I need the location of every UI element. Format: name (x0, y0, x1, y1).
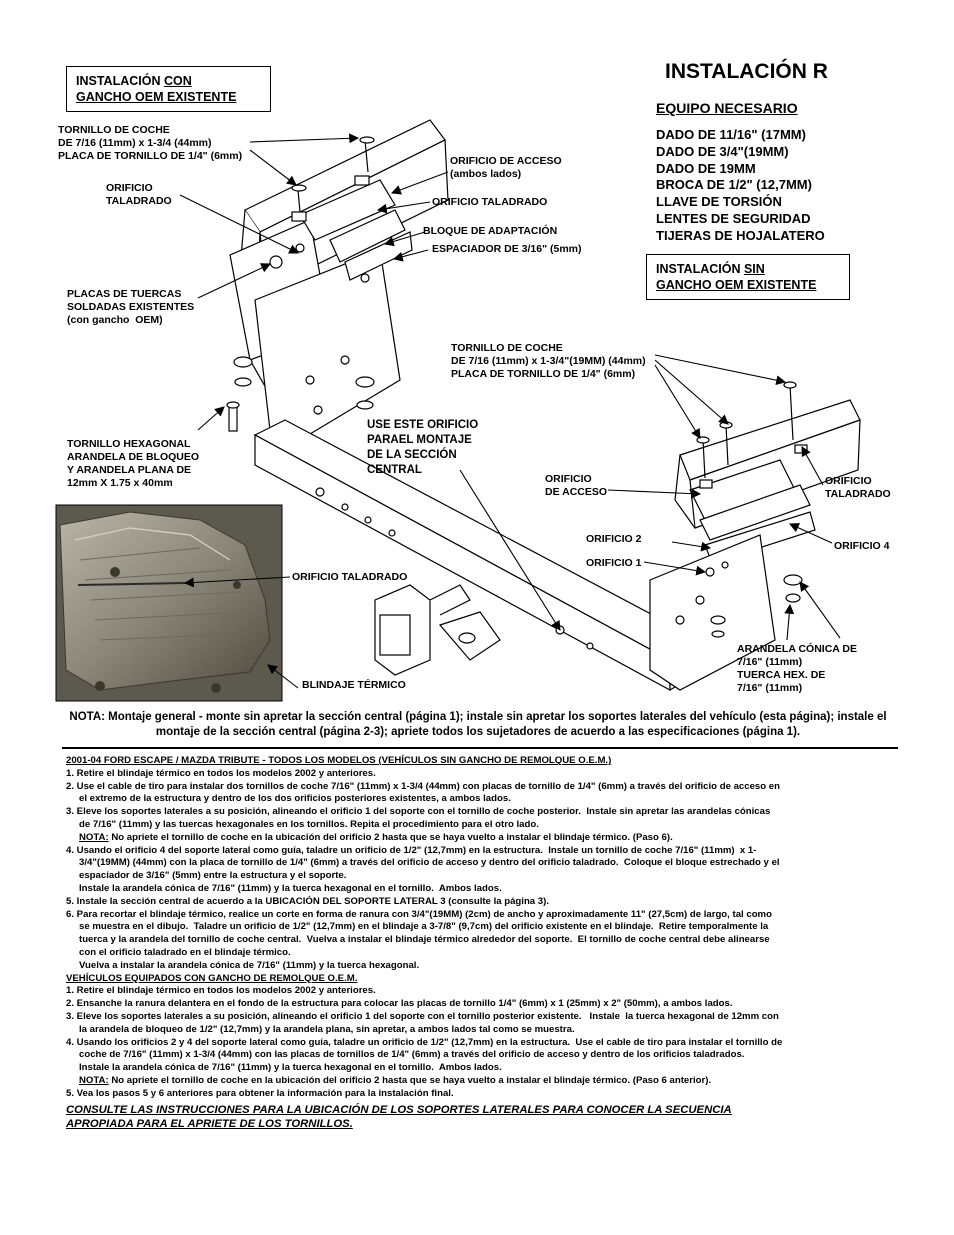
box-con-keyword: CON (163, 74, 192, 88)
box-con-line2: GANCHO OEM EXISTENTE (76, 90, 237, 104)
label-conical-washer: ARANDELA CÓNICA DE 7/16" (11mm) TUERCA HEX. DE 7/16" (11mm) (737, 643, 857, 694)
instructions (66, 755, 896, 1131)
label-drilled-hole-left-2: ORIFICIO TALADRADO (432, 196, 548, 208)
step-cont: con el orificio taladrado en el blindaje térmico. (79, 946, 291, 958)
box-con-line1: INSTALACIÓN (76, 74, 164, 88)
step-cont: se muestra en el dibujo. Taladre un orificio de 1/2" (12,7mm) en el blindaje a 3-7/8" (9,7cm) del orificio existente en el blindaje. Retire temporalmente la (79, 921, 769, 933)
note-text: No apriete el tornillo de coche en la ubicación del orificio 2 hasta que se haya vuelto a instalar el blindaje térmico. (Paso 6 anterior). (108, 1074, 712, 1086)
label-access-hole-right: ORIFICIO DE ACCESO (545, 473, 608, 498)
step: 4. Usando el orificio 4 del soporte lateral como guía, taladre un orificio de 1/2" (12,7mm) en la estructura. Instale un tornillo de coche 7/16" (11mm) x 1- (66, 844, 757, 856)
equipment-list (656, 127, 825, 245)
step: 5. Vea los pasos 5 y 6 anteriores para obtener la información para la instalación final. (66, 1087, 454, 1099)
note-label: NOTA: (79, 1074, 109, 1086)
step-cont: Instale la arandela cónica de 7/16" (11mm) y la tuerca hexagonal en el tornillo. Ambos lados. (79, 882, 502, 894)
equipment-item: DADO DE 3/4"(19MM) (656, 143, 789, 159)
step: 3. Eleve los soportes laterales a su posición, alineando el orificio 1 del soporte con el tornillo posterior existente. Instale la tuerca hexagonal de 12mm con (66, 1010, 779, 1022)
installation-without-oem-hitch-box (646, 254, 850, 300)
equipment-item: TIJERAS DE HOJALATERO (656, 227, 825, 243)
label-hole-2: ORIFICIO 2 (586, 533, 642, 545)
equipment-item: BROCA DE 1/2" (12,7MM) (656, 177, 812, 193)
step: 5. Instale la sección central de acuerdo a la UBICACIÓN DEL SOPORTE LATERAL 3 (consulte la página 3). (66, 895, 550, 907)
box-sin-line2: GANCHO OEM EXISTENTE (656, 278, 817, 292)
step-cont: Instale la arandela cónica de 7/16" (11mm) y la tuerca hexagonal en el tornillo. Ambos lados. (79, 1062, 502, 1074)
label-drilled-hole-photo: ORIFICIO TALADRADO (292, 571, 408, 583)
note-label: NOTA: (79, 831, 109, 843)
closing-instruction: CONSULTE LAS INSTRUCCIONES PARA LA UBICACIÓN DE LOS SOPORTES LATERALES PARA CONOCER LA SECUENCIA (66, 1103, 732, 1116)
step: 2. Use el cable de tiro para instalar dos tornillos de coche 7/16" (11mm) x 1-3/4 (44mm) con placas de tornillo de 1/4" (6mm) a través del orificio de acceso en (66, 780, 780, 792)
box-sin-line1: INSTALACIÓN (656, 262, 744, 276)
closing-instruction: APROPIADA PARA EL APRIETE DE LOS TORNILLOS. (66, 1117, 353, 1130)
label-hex-bolt: TORNILLO HEXAGONAL ARANDELA DE BLOQUEO Y ARANDELA PLANA DE 12mm X 1.75 x 40mm (67, 438, 200, 489)
installation-with-oem-hitch-box (66, 66, 271, 112)
label-weld-nut-plates: PLACAS DE TUERCAS SOLDADAS EXISTENTES (con gancho OEM) (67, 288, 195, 326)
label-hole-4: ORIFICIO 4 (834, 540, 890, 552)
step-cont: coche de 7/16" (11mm) x 1-3/4 (44mm) con las placas de tornillos de 1/4" (6mm) a través del orificio de acceso y dentro de los orificios taladrados. (79, 1049, 745, 1061)
step-cont: la arandela de bloqueo de 1/2" (12,7mm) y la arandela plana, sin apretar, a ambos lados tal como se muestra. (79, 1023, 575, 1035)
equipment-item: DADO DE 11/16" (17MM) (656, 127, 806, 142)
divider (62, 747, 898, 749)
equipment-item: LENTES DE SEGURIDAD (656, 210, 811, 226)
section-heading: VEHÍCULOS EQUIPADOS CON GANCHO DE REMOLQUE O.E.M. (66, 972, 358, 984)
label-adapter-block: BLOQUE DE ADAPTACIÓN (423, 225, 558, 237)
equipment-item: LLAVE DE TORSIÓN (656, 194, 782, 210)
step: 1. Retire el blindaje térmico en todos los modelos 2002 y anteriores. (66, 767, 376, 779)
label-carriage-bolt-left: TORNILLO DE COCHE DE 7/16 (11mm) x 1-3/4 (44mm) PLACA DE TORNILLO DE 1/4" (6mm) (58, 124, 243, 162)
step-cont: el extremo de la estructura y dentro de los dos orificios posteriores existentes, a ambos lados. (79, 793, 511, 805)
equipment-item: DADO DE 19MM (656, 160, 756, 176)
heat-shield-photo (56, 505, 282, 701)
label-spacer: ESPACIADOR DE 3/16" (5mm) (432, 243, 582, 255)
step-cont: tuerca y la arandela del tornillo de coche central. Vuelva a instalar el blindaje térmico alrededor del soporte. El tornillo de coche central debe alinearse (79, 934, 770, 946)
equipment-heading: EQUIPO NECESARIO (656, 100, 798, 116)
step-cont: de 7/16" (11mm) y las tuercas hexagonales en los tornillos. Repita el procedimiento para el otro lado. (79, 818, 539, 830)
label-drilled-hole-left: ORIFICIO TALADRADO (106, 182, 172, 207)
note-text: No apriete el tornillo de coche en la ubicación del orificio 2 hasta que se haya vuelto a instalar el blindaje térmico. (Paso 6). (108, 831, 673, 843)
step-cont: espaciador de 3/16" (5mm) entre la estructura y el soporte. (79, 870, 347, 882)
label-hole-1: ORIFICIO 1 (586, 557, 642, 569)
page-title: INSTALACIÓN R (665, 60, 828, 83)
box-sin-keyword: SIN (743, 262, 765, 276)
step-cont: 3/4"(19MM) (44mm) con la placa de tornillo de 1/4" (6mm) a través del orificio de acceso y dentro del orificio taladrado. Coloque el bloque estrechado y el (79, 857, 780, 869)
label-drilled-hole-right: ORIFICIO TALADRADO (825, 475, 891, 500)
step: 6. Para recortar el blindaje térmico, realice un corte en forma de ranura con 3/4"(19MM) (2cm) de ancho y aproximadamente 11" (27,5cm) de largo, tal como (66, 908, 772, 920)
label-carriage-bolt-right: TORNILLO DE COCHE DE 7/16 (11mm) x 1-3/4"(19MM) (44mm) PLACA DE TORNILLO DE 1/4" (6mm) (451, 342, 646, 380)
label-access-hole-left: ORIFICIO DE ACCESO (ambos lados) (450, 155, 562, 180)
step: 4. Usando los orificios 2 y 4 del soporte lateral como guía, taladre un orificio de 1/2" (12,7mm) en la estructura. Use el cable de tiro para instalar el tornillo de (66, 1036, 783, 1048)
section-heading: 2001-04 FORD ESCAPE / MAZDA TRIBUTE - TODOS LOS MODELOS (VEHÍCULOS SIN GANCHO DE REMOLQUE O.E.M.) (66, 755, 612, 766)
step-cont: Vuelva a instalar la arandela cónica de 7/16" (11mm) y la tuerca hexagonal. (79, 959, 420, 971)
step: 1. Retire el blindaje térmico en todos los modelos 2002 y anteriores. (66, 985, 376, 997)
label-use-this-hole: USE ESTE ORIFICIO PARAEL MONTAJE DE LA SECCIÓN CENTRAL (367, 419, 479, 476)
step: 3. Eleve los soportes laterales a su posición, alineando el orificio 1 del soporte con el tornillo de coche posterior. Instale sin apretar las arandelas cónicas (66, 806, 771, 818)
step: 2. Ensanche la ranura delantera en el fondo de la estructura para colocar las placas de tornillo 1/4" (6mm) x 1 (25mm) x 2" (50mm), a ambos lados. (66, 998, 733, 1010)
label-heat-shield: BLINDAJE TÉRMICO (302, 679, 406, 691)
left-bracket-assembly (227, 120, 448, 440)
general-note: NOTA: Montaje general - monte sin apretar la sección central (página 1); instale sin apretar los soportes laterales del vehículo (esta página); instale el montaje de la sección central (página 2-3); apriete todos los sujetadores de acuerdo a las especificaciones (página 1). (69, 711, 887, 738)
